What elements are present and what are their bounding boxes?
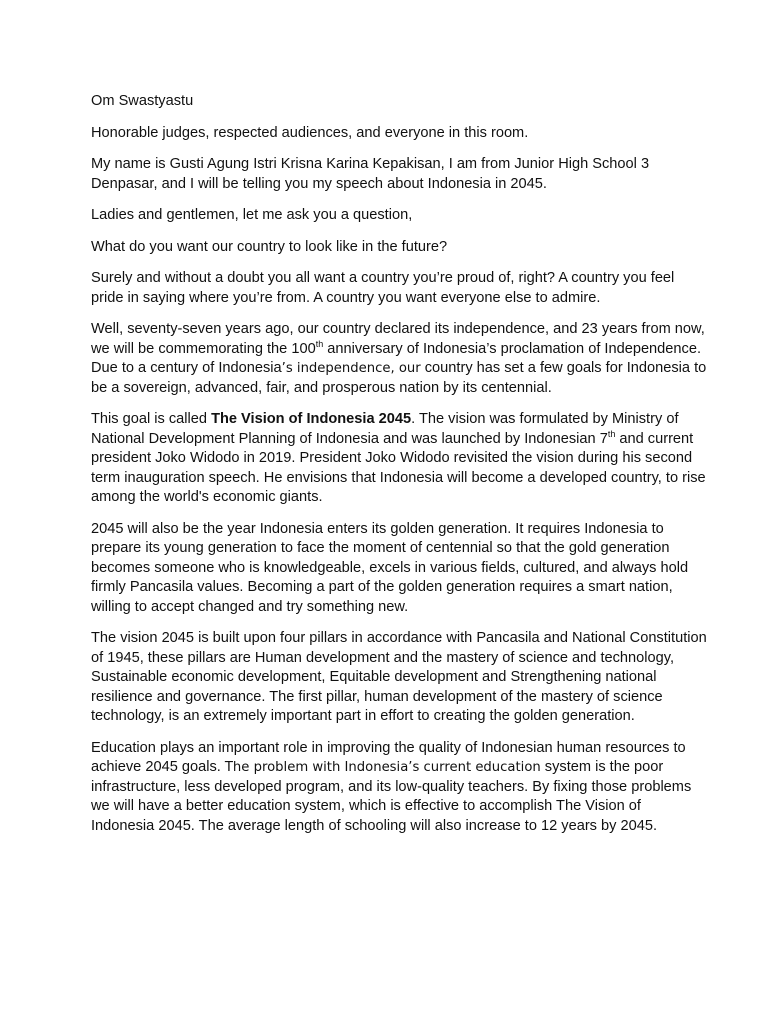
greeting-paragraph: Om Swastyastu: [91, 93, 194, 109]
ordinal-superscript: th: [315, 338, 324, 349]
vision-text-3: and current president Joko Widodo in 2019. President Joko Widodo revisited the vision during his second term inauguration speech. He envisions that Indonesia will become a developed country, to rise among the world's economic giants.: [91, 430, 706, 505]
vision-text-1: This goal is called: [91, 411, 212, 427]
question-lead-paragraph: Ladies and gentlemen, let me ask you a question,: [91, 207, 413, 223]
question-paragraph: What do you want our country to look like in the future?: [91, 238, 448, 255]
education-alt-font-text: The problem with Indonesia’s current education: [224, 760, 541, 775]
independence-alt-font-text: ’s independence, our: [281, 361, 421, 376]
independence-text-1: Well, seventy-seven years ago, our country declared its independence, and 23 years from now, we will be commemorating the 100: [91, 321, 705, 357]
intro-paragraph: My name is Gusti Agung Istri Krisna Karina Kepakisan, I am from Junior High School 3 Denpasar, and I will be telling you my speech about Indonesia in 2045.: [91, 156, 650, 192]
ordinal-superscript: th: [607, 428, 616, 439]
vision-title-bold: The Vision of Indonesia 2045: [211, 411, 412, 427]
education-text-2: system is the poor infrastructure, less developed program, and its low-quality teachers. By fixing those problems we will have a better education system, which is effective to accomplish The Vision of Indonesia 2045. The average length of schooling will also increase to 12 years by 2045.: [91, 759, 692, 834]
education-paragraph: [91, 739, 708, 837]
address-paragraph: Honorable judges, respected audiences, and everyone in this room.: [91, 124, 529, 141]
pride-paragraph: Surely and without a doubt you all want a country you’re proud of, right? A country you feel pride in saying where you’re from. A country you want everyone else to admire.: [91, 270, 675, 306]
vision-text-2: . The vision was formulated by Ministry of National Development Planning of Indonesia and was launched by Indonesian 7: [91, 411, 679, 447]
golden-generation-paragraph: 2045 will also be the year Indonesia enters its golden generation. It requires Indonesia to prepare its young generation to face the moment of centennial so that the gold generation becomes someone who is knowledgeable, excels in various fields, cultured, and always hold firmly Pancasila values. Becoming a part of the golden generation requires a smart nation, willing to accept changed and try something new.: [91, 520, 689, 615]
independence-text-3: country has set a few goals for Indonesia to be a sovereign, advanced, fair, and prosperous nation by its centennial.: [91, 360, 707, 396]
independence-text-2: anniversary of Indonesia’s proclamation of Independence. Due to a century of Indonesia: [91, 340, 701, 376]
vision-paragraph: [91, 410, 708, 508]
independence-paragraph: [91, 320, 708, 398]
education-text-1: Education plays an important role in improving the quality of Indonesian human resources to achieve 2045 goals.: [91, 739, 686, 775]
four-pillars-paragraph: The vision 2045 is built upon four pillars in accordance with Pancasila and National Constitution of 1945, these pillars are Human development and the mastery of science and technology, Sustainable economic development, Equitable development and Strengthening national resilience and governance. The first pillar, human development of the mastery of science technology, is an extremely important part in effort to creating the golden generation.: [91, 630, 707, 724]
